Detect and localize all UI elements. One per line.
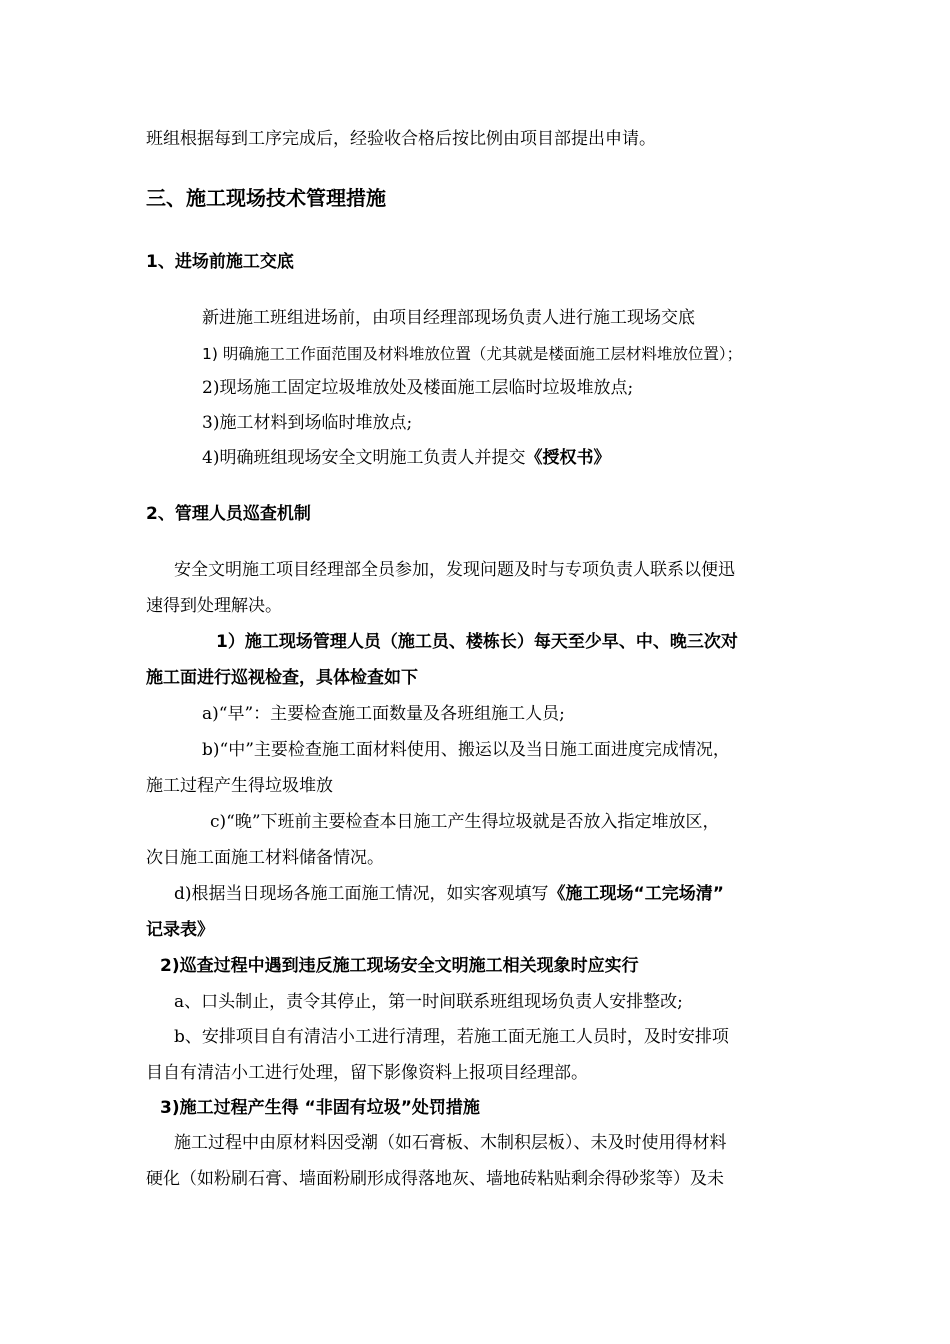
- list-item: a)“早”：主要检查施工面数量及各班组施工人员;: [202, 704, 565, 724]
- paragraph-line: 目自有清洁小工进行处理，留下影像资料上报项目经理部。: [146, 1063, 588, 1083]
- subsection-heading: 1、进场前施工交底: [146, 252, 294, 272]
- paragraph-line: 速得到处理解决。: [146, 596, 282, 616]
- list-item: 3)施工材料到场临时堆放点;: [202, 413, 413, 433]
- paragraph-line: 硬化（如粉刷石膏、墙面粉刷形成得落地灰、墙地砖粘贴剩余得砂浆等）及未: [146, 1169, 724, 1189]
- list-item: b、安排项目自有清洁小工进行清理，若施工面无施工人员时，及时安排项: [174, 1027, 729, 1047]
- list-item: b)“中”主要检查施工面材料使用、搬运以及当日施工面进度完成情况，: [202, 740, 730, 760]
- list-item: [202, 446, 610, 470]
- bold-paragraph-line: 施工面进行巡视检查，具体检查如下: [146, 668, 418, 688]
- document-title-emphasis: 《施工现场“工完场清”: [548, 884, 724, 904]
- document-title-emphasis: 《授权书》: [525, 448, 611, 468]
- paragraph-line: 次日施工面施工材料储备情况。: [146, 848, 384, 868]
- paragraph-line: 安全文明施工项目经理部全员参加，发现问题及时与专项负责人联系以便迅: [174, 560, 735, 580]
- list-item: c)“晚”下班前主要检查本日施工产生得垃圾就是否放入指定堆放区，: [210, 812, 720, 832]
- list-item: a、口头制止，责令其停止，第一时间联系班组现场负责人安排整改;: [174, 992, 683, 1012]
- paragraph-line: 施工过程产生得垃圾堆放: [146, 776, 333, 796]
- paragraph-line: 施工过程中由原材料因受潮（如石膏板、木制积层板）、未及时使用得材料: [174, 1133, 727, 1153]
- paragraph-line: 新进施工班组进场前，由项目经理部现场负责人进行施工现场交底: [202, 308, 695, 328]
- bold-paragraph-line: 记录表》: [146, 920, 214, 940]
- paragraph-line: 班组根据每到工序完成后，经验收合格后按比例由项目部提出申请。: [146, 129, 656, 149]
- bold-paragraph-line: 2)巡查过程中遇到违反施工现场安全文明施工相关现象时应实行: [160, 956, 639, 976]
- section-heading: 三、施工现场技术管理措施: [146, 186, 386, 210]
- bold-paragraph-line: 1）施工现场管理人员（施工员、楼栋长）每天至少早、中、晚三次对: [216, 632, 738, 652]
- list-item-text: 4)明确班组现场安全文明施工负责人并提交: [202, 448, 526, 468]
- list-item: 1) 明确施工工作面范围及材料堆放位置（尤其就是楼面施工层材料堆放位置）；: [202, 345, 743, 363]
- list-item: [174, 882, 724, 906]
- list-item-text: d)根据当日现场各施工面施工情况，如实客观填写: [174, 884, 549, 904]
- bold-paragraph-line: 3)施工过程产生得 “非固有垃圾”处罚措施: [160, 1098, 480, 1118]
- list-item: 2)现场施工固定垃圾堆放处及楼面施工层临时垃圾堆放点;: [202, 378, 634, 398]
- subsection-heading: 2、管理人员巡查机制: [146, 504, 311, 524]
